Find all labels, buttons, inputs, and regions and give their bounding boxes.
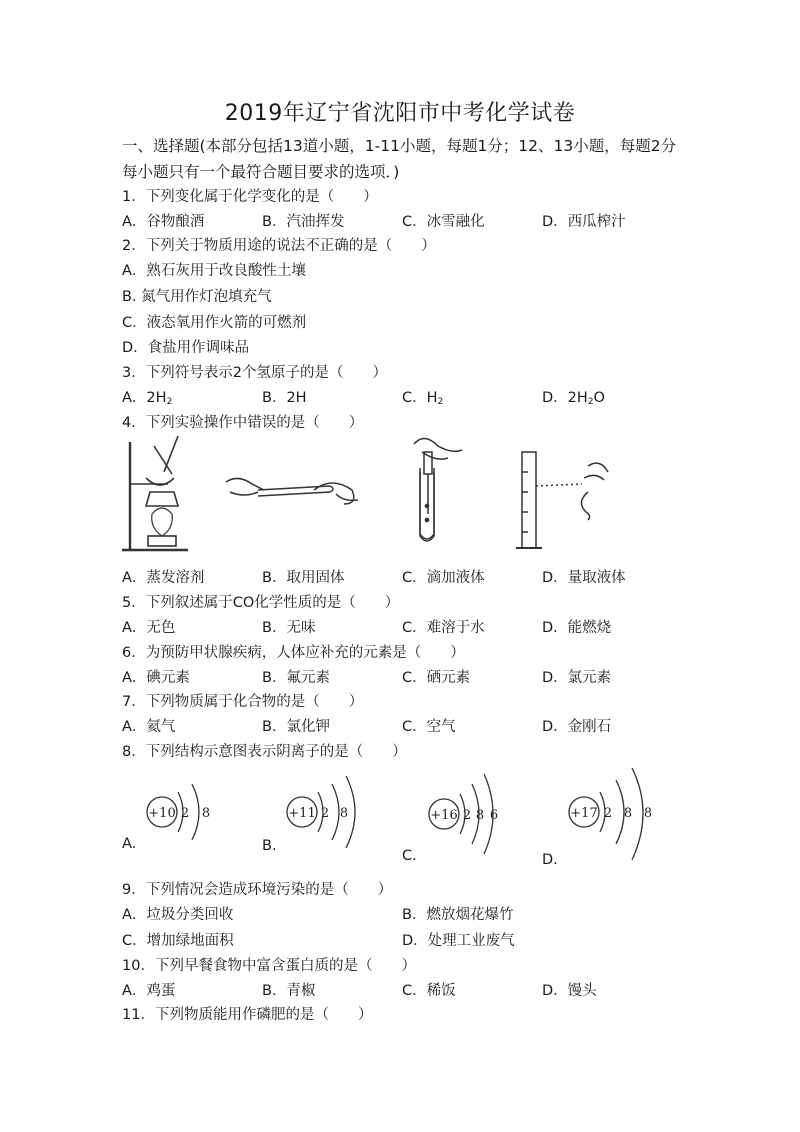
q2-option-d: D．食盐用作调味品 [122,340,250,356]
atom-diagram-c [429,774,498,854]
q9-option-b: B．燃放烟花爆竹 [402,907,514,923]
atom-diagram-a [147,784,210,840]
q7-option-a: A．氦气 [122,719,176,735]
solid-taking-drawing [226,478,358,504]
section-header-line2: 每小题只有一个最符合题目要求的选项．) [122,163,400,181]
q10-option-b: B．青椒 [262,983,316,999]
q9-option-d: D．处理工业废气 [402,933,515,949]
atom-diagram-b [287,776,355,848]
question-9-stem: 9．下列情况会造成环境污染的是（ ） [122,882,393,898]
q1-option-b: B．汽油挥发 [262,214,345,230]
q8-option-c: C. [402,848,417,864]
q6-option-c: C．硒元素 [402,670,471,686]
q5-option-c: C．难溶于水 [402,620,485,636]
question-6-stem: 6．为预防甲状腺疾病，人体应补充的元素是（ ） [122,645,465,661]
q7-option-c: C．空气 [402,719,456,735]
q3-option-a: A．$2H_2$ [122,390,173,407]
atom-a-shell-2: 8 [201,806,211,821]
q2-option-a: A．熟石灰用于改良酸性土壤 [122,263,306,279]
q2-option-c: C．液态氧用作火箭的可燃剂 [122,315,307,331]
q5-option-b: B．无味 [262,620,316,636]
atom-d-shell-1: 2 [603,806,613,821]
question-5-stem: 5．下列叙述属于CO化学性质的是（ ） [122,595,400,611]
section-header-line1: 一、选择题(本部分包括13道小题，1-11小题，每题1分；12、13小题，每题2分 [122,137,677,155]
atom-c-shell-1: 2 [462,808,472,823]
q3-option-d: D．$2H_2O$ [542,390,605,407]
question-4-stem: 4．下列实验操作中错误的是（ ） [122,415,364,431]
atom-d-shell-2: 8 [623,806,633,821]
q4-option-d: D．量取液体 [542,570,626,586]
q6-option-d: D．氯元素 [542,670,612,686]
atom-b-nucleus: +11 [288,806,316,821]
atom-c-nucleus: +16 [430,808,458,823]
question-10-stem: 10．下列早餐食物中富含蛋白质的是（ ） [122,958,416,974]
q9-option-a: A．垃圾分类回收 [122,907,234,923]
question-1-stem: 1．下列变化属于化学变化的是（ ） [122,189,378,205]
atomic-structure-figures [118,762,678,872]
question-2-stem: 2．下列关于物质用途的说法不正确的是（ ） [122,238,436,254]
q8-option-d: D. [542,852,558,868]
dropper-drawing [414,438,462,541]
q8-option-a: A. [122,836,137,852]
atom-b-shell-1: 2 [320,806,330,821]
evaporation-apparatus-drawing [122,436,188,550]
question-11-stem: 11．下列物质能用作磷肥的是（ ） [122,1007,373,1023]
q1-option-c: C．冰雪融化 [402,214,485,230]
q9-option-c: C．增加绿地面积 [122,933,234,949]
q5-option-a: A．无色 [122,620,176,636]
q4-option-c: C．滴加液体 [402,570,485,586]
question-7-stem: 7．下列物质属于化合物的是（ ） [122,694,364,710]
q7-option-d: D．金刚石 [542,719,612,735]
atom-a-nucleus: +10 [148,806,176,821]
q2-option-b: B. 氮气用作灯泡填充气 [122,289,272,305]
q6-option-a: A．碘元素 [122,670,190,686]
atom-d-shell-3: 8 [643,806,653,821]
q10-option-d: D．馒头 [542,983,597,999]
q10-option-c: C．稀饭 [402,983,456,999]
atom-d-nucleus: +17 [570,806,598,821]
question-3-stem: 3．下列符号表示2个氢原子的是（ ） [122,365,387,381]
q7-option-b: B．氯化钾 [262,719,330,735]
q5-option-d: D．能燃烧 [542,620,612,636]
lab-operations-figure [118,432,638,560]
graduated-cylinder-drawing [516,452,608,548]
q4-option-a: A．蒸发溶剂 [122,570,205,586]
q6-option-b: B．氟元素 [262,670,330,686]
q10-option-a: A．鸡蛋 [122,983,176,999]
q1-option-d: D．西瓜榨汁 [542,214,626,230]
atom-diagram-d [569,768,652,860]
q4-option-b: B．取用固体 [262,570,345,586]
atom-a-shell-1: 2 [180,806,190,821]
q3-option-c: C．$H_2$ [402,390,444,407]
atom-c-shell-3: 6 [489,808,499,823]
atom-b-shell-2: 8 [339,806,349,821]
page-title: 2019年辽宁省沈阳市中考化学试卷 [224,101,576,126]
q1-option-a: A．谷物酿酒 [122,214,205,230]
question-8-stem: 8．下列结构示意图表示阴离子的是（ ） [122,744,407,760]
q3-option-b: B．2H [262,390,307,406]
q8-option-b: B. [262,838,277,854]
atom-c-shell-2: 8 [475,808,485,823]
